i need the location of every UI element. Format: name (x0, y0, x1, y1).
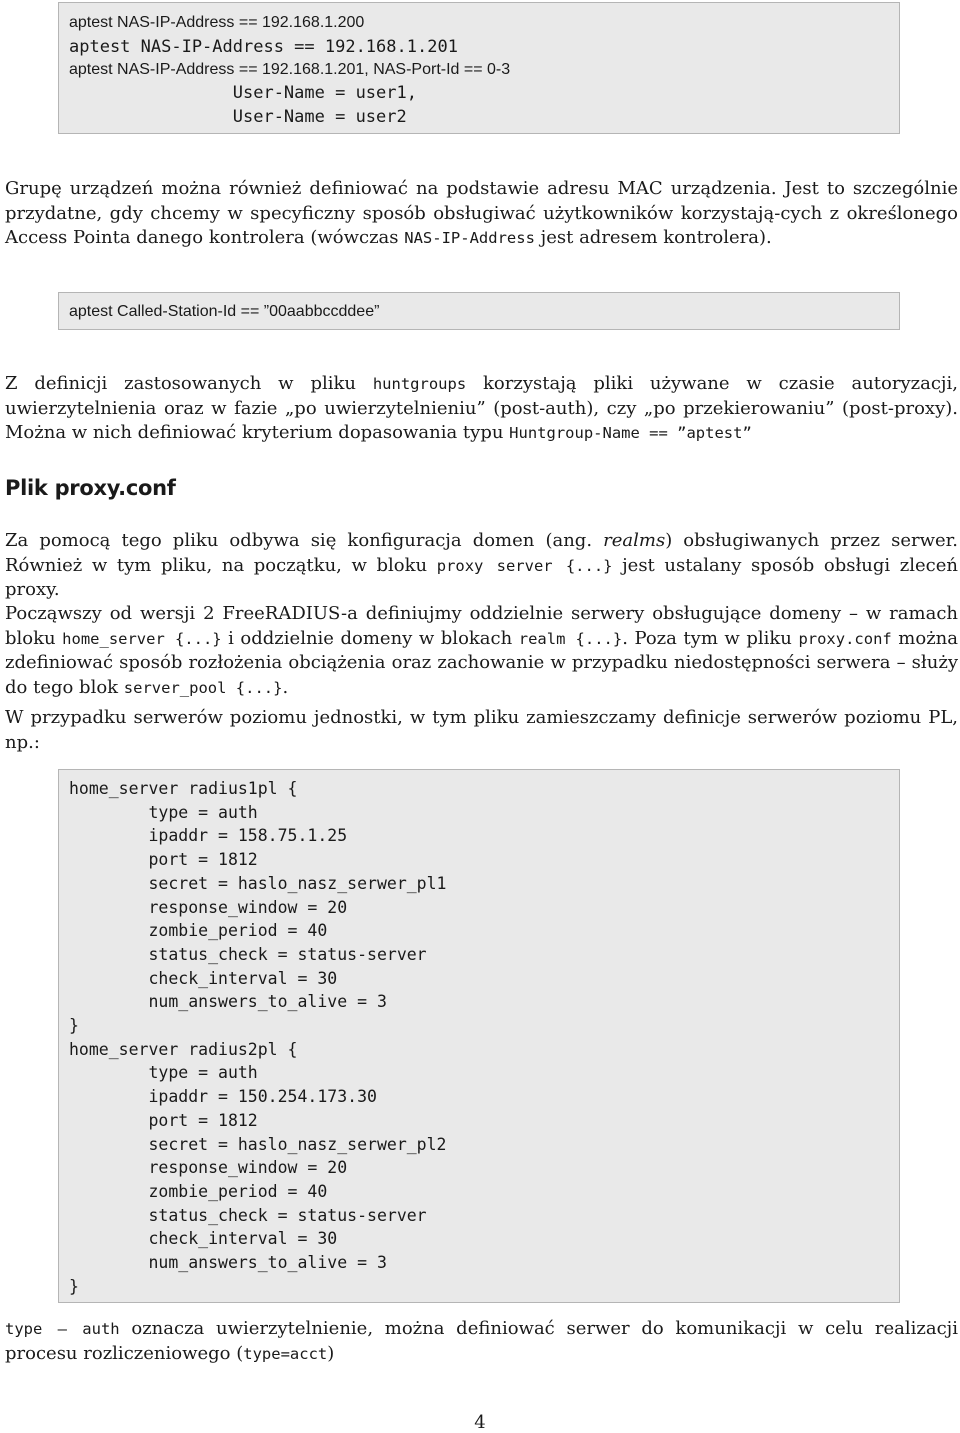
paragraph-huntgroups (5, 372, 958, 446)
text: Grupę urządzeń można również definiować na podstawie adresu MAC urządzenia. Jest to szczególnie przydatne, gdy chcemy w specyficzny sposób obsługiwać użytkowników korzystają-cych z określonego Access Pointa danego kontrolera (wówczas (5, 178, 958, 248)
config-line: aptest NAS-IP-Address == 192.168.1.200 (69, 14, 365, 31)
section-heading: Plik proxy.conf (5, 476, 176, 500)
code-inline: huntgroups (372, 375, 467, 393)
text: Za pomocą tego pliku odbywa się konfiguracja domen (ang. (5, 530, 604, 551)
code-line: ipaddr = 158.75.1.25 (69, 826, 348, 846)
code-line: home_server radius2pl { (69, 1039, 298, 1059)
code-line: num_answers_to_alive = 3 (69, 1253, 387, 1272)
page-number: 4 (474, 1412, 486, 1433)
text: można zdefiniować sposób rozłożenia obciążenia oraz zachowanie w przypadku niedostępności serwera – służy do tego blok (5, 627, 959, 698)
text: Z definicji zastosowanych w pliku (5, 373, 373, 394)
code-inline: proxy.conf (798, 629, 892, 648)
code-line: type = auth (69, 802, 258, 822)
code-line: zombie_period = 40 (69, 1181, 328, 1201)
text: W przypadku serwerów poziomu jednostki, w tym pliku zamieszczamy definicje serwerów poziomu PL, np.: (5, 707, 958, 753)
code-inline: Huntgroup-Name == ”aptest” (509, 424, 752, 442)
text: ) (327, 1342, 335, 1364)
paragraph-mac (5, 177, 958, 251)
text: oznacza uwierzytelnienie, można definiować serwer do komunikacji w celu realizacji procesu rozliczeniowego ( (5, 1318, 958, 1364)
config-line: aptest NAS-IP-Address == 192.168.1.201, NAS-Port-Id == 0-3 (69, 61, 511, 78)
config-line: User-Name = user1, (69, 83, 417, 103)
text: Począwszy od wersji 2 FreeRADIUS-a definiujmy oddzielnie serwery obsługujące domeny – w ramach bloku (5, 603, 958, 649)
code-block-home-servers (58, 769, 900, 1303)
code-inline: realm {...} (518, 629, 623, 648)
code-line: secret = haslo_nasz_serwer_pl2 (69, 1134, 447, 1154)
code-line: status_check = status-server (69, 1205, 427, 1225)
code-inline: NAS-IP-Address (404, 229, 535, 247)
paragraph-home-server (5, 602, 958, 700)
text: . (282, 676, 289, 698)
code-line: } (69, 1016, 79, 1035)
code-line: num_answers_to_alive = 3 (69, 992, 387, 1012)
code-inline: home_server {...} (62, 629, 222, 648)
paragraph-type-auth (5, 1317, 958, 1366)
config-line: aptest NAS-IP-Address == 192.168.1.201 (69, 37, 458, 57)
text: ) obsługiwanych przez serwer. Również w tym pliku, na początku, w bloku (5, 530, 958, 576)
config-box-called-station (58, 292, 900, 330)
paragraph-servers-pl (5, 706, 958, 755)
paragraph-realms (5, 529, 958, 603)
code-line: secret = haslo_nasz_serwer_pl1 (69, 873, 447, 893)
code-line: status_check = status-server (69, 944, 427, 964)
config-line: aptest Called-Station-Id == ”00aabbccddee” (69, 303, 380, 320)
text: korzystają pliki używane w czasie autoryzacji, uwierzytelnienia oraz w fazie „po uwierzytelnieniu” (post-auth), czy „po przekierowaniu” (post-proxy). Można w nich definiować kryterium dopasowania typu (5, 373, 958, 443)
text: jest ustalany sposób obsługi zleceń proxy. (5, 554, 958, 600)
text: i oddzielnie domeny w blokach (221, 627, 519, 649)
code-inline: server_pool {...} (123, 678, 283, 697)
code-line: response_window = 20 (69, 897, 348, 917)
code-line: check_interval = 30 (69, 968, 338, 988)
config-box-huntgroups (58, 2, 900, 134)
code-line: port = 1812 (69, 850, 258, 870)
text: . Poza tym w pliku (622, 627, 799, 649)
code-line: type = auth (69, 1063, 258, 1083)
code-line: ipaddr = 150.254.173.30 (69, 1087, 377, 1107)
code-line: port = 1812 (69, 1110, 258, 1130)
code-line: } (69, 1276, 79, 1296)
code-line: home_server radius1pl { (69, 779, 298, 798)
code-inline: type – auth (5, 1320, 120, 1338)
emphasis: realms (603, 530, 666, 551)
code-line: check_interval = 30 (69, 1229, 338, 1249)
code-inline: proxy server {...} (436, 556, 613, 575)
text: jest adresem kontrolera). (534, 227, 772, 248)
code-line: zombie_period = 40 (69, 921, 328, 941)
code-line: response_window = 20 (69, 1158, 348, 1178)
code-inline: type=acct (243, 1344, 328, 1363)
config-line: User-Name = user2 (69, 107, 407, 127)
